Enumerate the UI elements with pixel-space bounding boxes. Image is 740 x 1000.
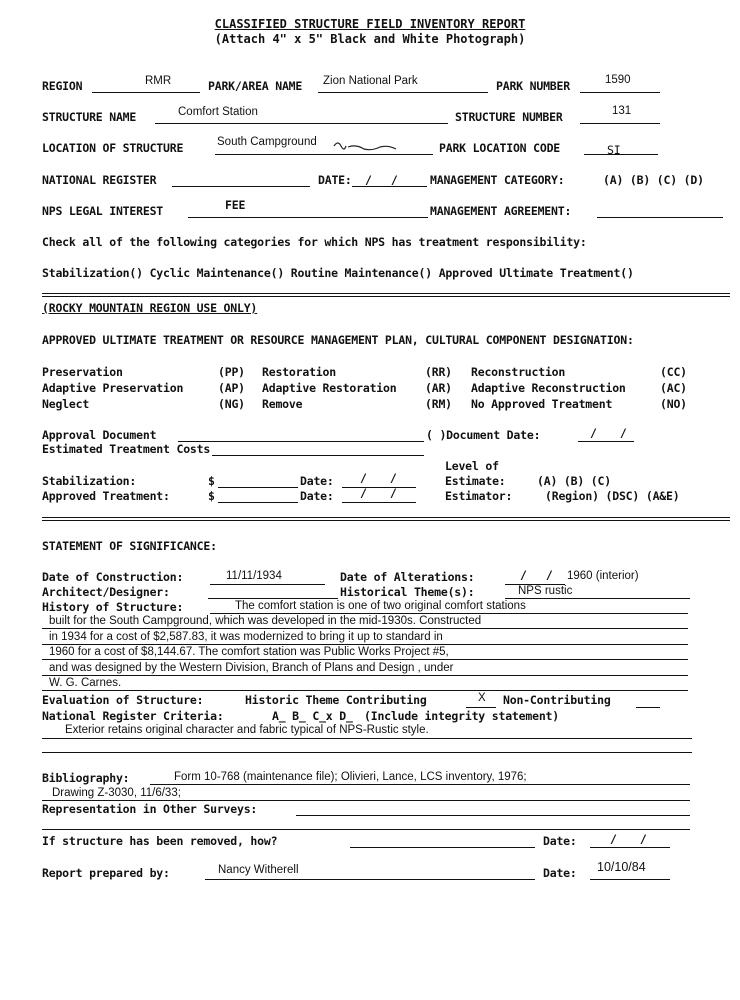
nps-legal-interest-label: NPS LEGAL INTEREST: [42, 204, 164, 218]
history-line: and was designed by the Western Division, Branch of Plans and Design , under: [49, 662, 454, 674]
form-subtitle: (Attach 4" x 5" Black and White Photograph): [214, 32, 526, 46]
integrity-note: (Include integrity statement): [364, 709, 559, 723]
park-number-value: 1590: [605, 74, 631, 86]
bibliography-underline: [42, 800, 690, 801]
location-value: South Campground: [217, 136, 317, 148]
approved-treatment-cost-underline: [218, 502, 298, 503]
approved-treatment-dollar: $: [208, 489, 215, 503]
approval-document-underline: [178, 441, 424, 442]
responsibility-instruction: Check all of the following categories for which NPS has treatment responsibility:: [42, 235, 587, 249]
removed-date-slashes: / /: [610, 832, 655, 846]
treatment-code: (AC): [660, 381, 687, 395]
historical-theme-label: Historical Theme(s):: [340, 585, 475, 599]
history-underline: [42, 675, 688, 676]
estimator-label: Estimator:: [445, 489, 513, 503]
treatment-code: (AR): [425, 381, 452, 395]
management-category-options: (A) (B) (C) (D): [603, 173, 704, 187]
level-of-label: Level of: [445, 459, 499, 473]
removed-underline: [350, 847, 535, 848]
region-value: RMR: [145, 75, 172, 87]
stabilization-date-slashes: / /: [360, 471, 405, 485]
structure-name-underline: [155, 123, 448, 124]
date-alterations-slashes: / /: [520, 568, 559, 582]
treatment-restoration: Restoration: [262, 365, 336, 379]
location-label: LOCATION OF STRUCTURE: [42, 141, 184, 155]
stabilization-date-label: Date:: [300, 474, 334, 488]
structure-name-label: STRUCTURE NAME: [42, 110, 137, 124]
treatment-code: (RM): [425, 397, 452, 411]
treatment-preservation: Preservation: [42, 365, 123, 379]
treatment-adaptive-preservation: Adaptive Preservation: [42, 381, 184, 395]
approval-document-label: Approval Document: [42, 428, 157, 442]
treatment-code: (AP): [218, 381, 245, 395]
removed-label: If structure has been removed, how?: [42, 834, 278, 848]
estimated-costs-label: Estimated Treatment Costs: [42, 442, 211, 456]
treatment-code: (CC): [660, 365, 687, 379]
section-divider: [42, 517, 730, 521]
structure-name-value: Comfort Station: [178, 106, 258, 118]
management-agreement-underline: [597, 217, 723, 218]
history-underline: [210, 613, 688, 614]
nps-legal-interest-underline: [188, 217, 428, 218]
section-divider: [42, 293, 730, 297]
rocky-heading: (ROCKY MOUNTAIN REGION USE ONLY): [42, 301, 258, 315]
significance-heading: STATEMENT OF SIGNIFICANCE:: [42, 539, 217, 553]
prepared-date-label: Date:: [543, 866, 577, 880]
approved-treatment-date-slashes: / /: [360, 486, 405, 500]
prepared-underline: [205, 879, 535, 880]
evaluation-label: Evaluation of Structure:: [42, 693, 204, 707]
estimate-label: Estimate:: [445, 474, 506, 488]
non-contributing-label: Non-Contributing: [503, 693, 611, 707]
park-area-value: Zion National Park: [323, 75, 418, 87]
contributing-underline: [466, 707, 496, 708]
estimated-costs-underline: [212, 455, 424, 456]
document-date-slashes: / /: [590, 426, 635, 440]
structure-number-underline: [580, 123, 660, 124]
nr-date-slashes: / /: [365, 173, 404, 187]
approved-treatment-date-label: Date:: [300, 489, 334, 503]
history-line: The comfort station is one of two original comfort stations: [235, 600, 526, 612]
bibliography-line: Form 10-768 (maintenance file); Olivieri, Lance, LCS inventory, 1976;: [174, 771, 527, 783]
structure-number-value: 131: [612, 105, 632, 117]
form-title: CLASSIFIED STRUCTURE FIELD INVENTORY REPORT: [214, 17, 526, 31]
representation-underline: [42, 829, 690, 830]
structure-number-label: STRUCTURE NUMBER: [455, 110, 563, 124]
integrity-statement: Exterior retains original character and fabric typical of NPS-Rustic style.: [65, 724, 429, 736]
treatment-code: (NO): [660, 397, 687, 411]
prepared-value: Nancy Witherell: [218, 864, 299, 876]
nps-legal-interest-value: FEE: [225, 198, 246, 212]
bibliography-label: Bibliography:: [42, 771, 130, 785]
national-register-underline: [172, 186, 310, 187]
treatment-code: (PP): [218, 365, 245, 379]
date-construction-value: 11/11/1934: [226, 570, 282, 582]
prepared-date-underline: [590, 879, 670, 880]
management-agreement-label: MANAGEMENT AGREEMENT:: [430, 204, 572, 218]
estimate-options: (A) (B) (C): [537, 474, 611, 488]
treatment-neglect: Neglect: [42, 397, 90, 411]
historical-theme-value: NPS rustic: [518, 585, 573, 597]
region-label: REGION: [42, 79, 83, 93]
historical-theme-underline: [505, 598, 690, 599]
representation-label: Representation in Other Surveys:: [42, 802, 258, 816]
nr-criteria-marks: A_ B_ C_x D_: [272, 709, 353, 723]
park-location-code-value: SI: [607, 143, 621, 157]
nr-date-underline: [352, 186, 427, 187]
stabilization-label: Stabilization:: [42, 474, 137, 488]
removed-date-label: Date:: [543, 834, 577, 848]
non-contributing-underline: [636, 707, 660, 708]
treatment-remove: Remove: [262, 397, 303, 411]
historic-theme-label: Historic Theme Contributing: [245, 693, 427, 707]
treatment-code: (NG): [218, 397, 245, 411]
treatment-reconstruction: Reconstruction: [471, 365, 566, 379]
date-alterations-value: 1960 (interior): [567, 570, 639, 582]
date-construction-label: Date of Construction:: [42, 570, 184, 584]
region-underline: [92, 92, 200, 93]
history-underline: [42, 628, 688, 629]
prepared-label: Report prepared by:: [42, 866, 170, 880]
estimator-options: (Region) (DSC) (A&E): [545, 489, 680, 503]
stabilization-dollar: $: [208, 474, 215, 488]
history-underline: [42, 644, 688, 645]
prepared-date-value: 10/10/84: [597, 860, 646, 874]
park-location-code-underline: [584, 154, 658, 155]
history-line: W. G. Carnes.: [49, 677, 122, 689]
treatment-no-approved: No Approved Treatment: [471, 397, 613, 411]
representation-underline: [296, 815, 690, 816]
park-number-underline: [580, 92, 660, 93]
park-area-label: PARK/AREA NAME: [208, 79, 303, 93]
architect-label: Architect/Designer:: [42, 585, 170, 599]
location-underline: [215, 154, 433, 155]
park-location-code-label: PARK LOCATION CODE: [439, 141, 561, 155]
park-number-label: PARK NUMBER: [496, 79, 570, 93]
approved-treatment-label: Approved Treatment:: [42, 489, 170, 503]
integrity-underline: [42, 752, 692, 753]
history-line: built for the South Campground, which was developed in the mid-1930s. Constructed: [49, 615, 482, 627]
bibliography-line: Drawing Z-3030, 11/6/33;: [52, 787, 181, 799]
nr-criteria-label: National Register Criteria:: [42, 709, 224, 723]
handwritten-scribble: [332, 138, 412, 154]
treatment-code: (RR): [425, 365, 452, 379]
treatment-adaptive-restoration: Adaptive Restoration: [262, 381, 397, 395]
removed-date-underline: [590, 847, 670, 848]
history-underline: [42, 690, 688, 691]
national-register-label: NATIONAL REGISTER: [42, 173, 157, 187]
history-line: 1960 for a cost of $8,144.67. The comfort station was Public Works Project #5,: [49, 646, 449, 658]
responsibility-options: Stabilization() Cyclic Maintenance() Routine Maintenance() Approved Ultimate Treatment(): [42, 266, 634, 280]
nr-date-label: DATE:: [318, 173, 352, 187]
document-date-label: ( )Document Date:: [426, 428, 541, 442]
contributing-mark: X: [478, 692, 486, 704]
park-area-underline: [318, 92, 488, 93]
approved-heading: APPROVED ULTIMATE TREATMENT OR RESOURCE MANAGEMENT PLAN, CULTURAL COMPONENT DESIGNATION:: [42, 333, 634, 347]
history-label: History of Structure:: [42, 600, 184, 614]
history-line: in 1934 for a cost of $2,587.83, it was modernized to bring it up to standard in: [49, 631, 443, 643]
date-alterations-label: Date of Alterations:: [340, 570, 475, 584]
bibliography-underline: [150, 784, 690, 785]
stabilization-cost-underline: [218, 487, 298, 488]
document-date-underline: [578, 441, 634, 442]
integrity-underline: [42, 738, 692, 739]
history-underline: [42, 659, 688, 660]
management-category-label: MANAGEMENT CATEGORY:: [430, 173, 565, 187]
treatment-adaptive-reconstruction: Adaptive Reconstruction: [471, 381, 626, 395]
approved-treatment-date-underline: [342, 502, 416, 503]
date-construction-underline: [210, 584, 325, 585]
architect-underline: [208, 598, 338, 599]
